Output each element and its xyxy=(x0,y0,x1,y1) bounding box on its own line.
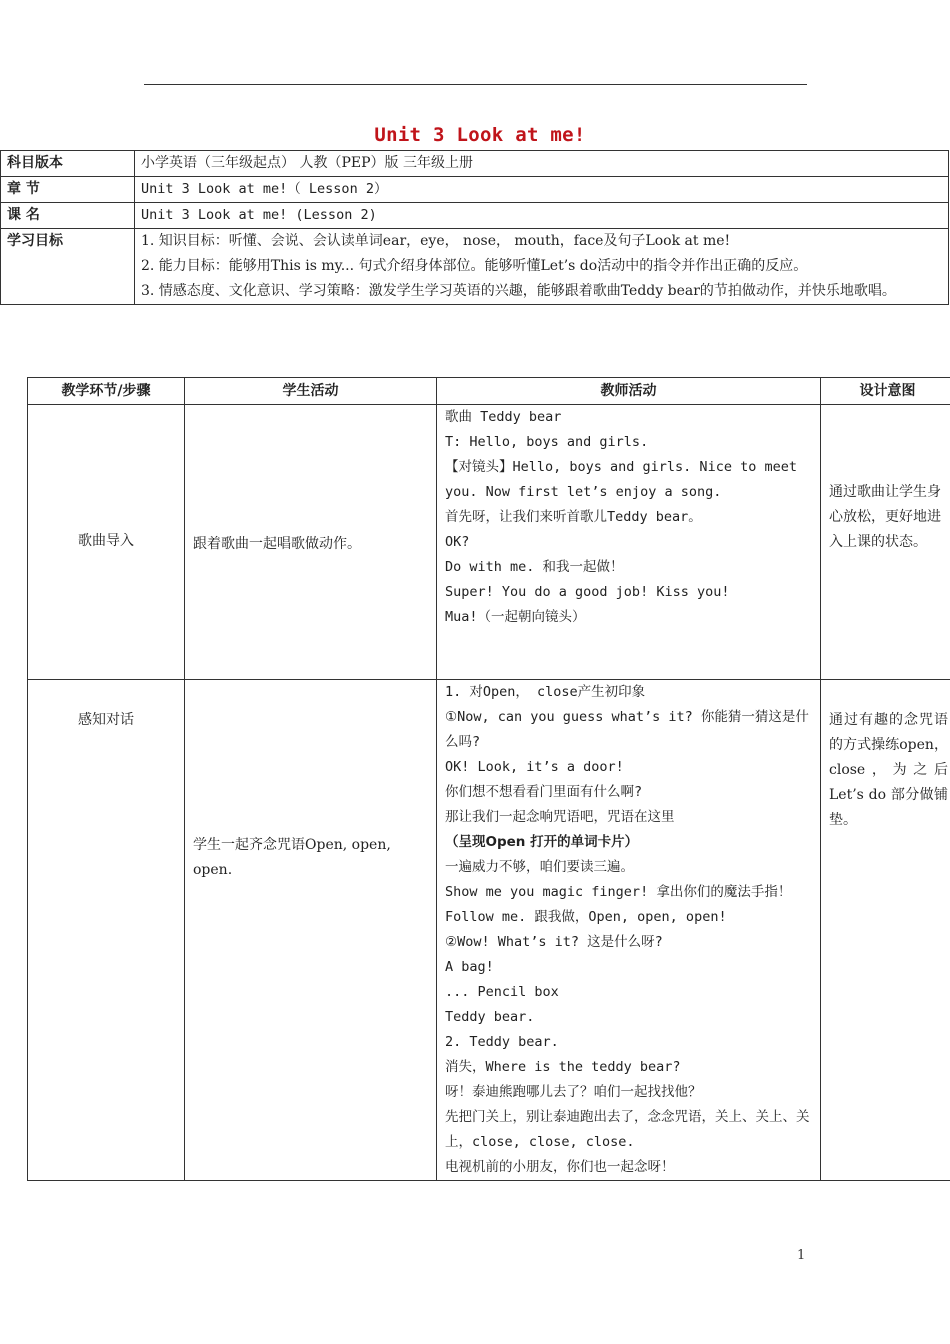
info-row-lesson xyxy=(1,203,949,229)
teaching-steps-table xyxy=(27,377,950,1181)
design-intent-cell xyxy=(821,405,950,680)
info-value: Unit 3 Look at me!（ Lesson 2） xyxy=(135,177,949,203)
teacher-line: 歌曲 Teddy bear xyxy=(445,409,562,425)
header-teacher: 教师活动 xyxy=(437,378,821,405)
teacher-line: A bag! xyxy=(445,959,494,975)
teacher-line: OK? xyxy=(445,534,470,550)
teacher-line: 呀！泰迪熊跑哪儿去了？咱们一起找找他？ xyxy=(445,1084,702,1100)
objectives-cell xyxy=(135,229,949,305)
teacher-line: ... Pencil box xyxy=(445,984,559,1000)
teacher-line: Super! You do a good job! Kiss you! xyxy=(445,584,730,600)
info-value: 小学英语（三年级起点） 人教（PEP）版 三年级上册 xyxy=(135,151,949,177)
page-number: 1 xyxy=(797,1248,806,1263)
teacher-line: ①Now, can you guess what’s it? 你能猜一猜这是什么吗? xyxy=(445,709,809,750)
objective-item: 3. 情感态度、文化意识、学习策略：激发学生学习英语的兴趣，能够跟着歌曲Teddy bear的节拍做动作，并快乐地歌唱。 xyxy=(141,283,896,299)
teacher-line: 1. 对Open， close产生初印象 xyxy=(445,684,646,700)
teacher-line: Teddy bear. xyxy=(445,1009,535,1025)
teacher-line: T: Hello, boys and girls. xyxy=(445,434,649,450)
info-row-chapter xyxy=(1,177,949,203)
document-title: Unit 3 Look at me! xyxy=(374,124,586,146)
teacher-line: 一遍威力不够，咱们要读三遍。 xyxy=(445,859,634,875)
teacher-line: 消失，Where is the teddy bear? xyxy=(445,1059,681,1075)
teacher-line: （呈现Open 打开的单词卡片） xyxy=(445,834,639,850)
header-student: 学生活动 xyxy=(185,378,437,405)
info-row-objectives xyxy=(1,229,949,305)
header-step: 教学环节/步骤 xyxy=(28,378,185,405)
teacher-line: 2. Teddy bear. xyxy=(445,1034,559,1050)
table-header-row xyxy=(28,378,950,405)
info-key: 学习目标 xyxy=(1,229,135,305)
step-name: 歌曲导入 xyxy=(78,533,134,549)
teacher-line: 那让我们一起念响咒语吧，咒语在这里 xyxy=(445,809,675,825)
teacher-line: Show me you magic finger! 拿出你们的魔法手指！ xyxy=(445,884,792,900)
teacher-line: ②Wow! What’s it? 这是什么呀? xyxy=(445,934,663,950)
design-intent: 通过有趣的念咒语的方式操练open，close，为之后 Let’s do 部分做铺垫。 xyxy=(829,712,948,828)
step-name-cell xyxy=(28,405,185,680)
teacher-line: 【对镜头】Hello, boys and girls. Nice to meet you. Now first let’s enjoy a song. xyxy=(445,459,797,500)
teacher-line: 首先呀，让我们来听首歌儿Teddy bear。 xyxy=(445,509,702,525)
table-row xyxy=(28,405,950,680)
teacher-line: Do with me. 和我一起做！ xyxy=(445,559,624,575)
teacher-activity-cell xyxy=(437,405,821,680)
teacher-activity-cell xyxy=(437,680,821,1181)
teacher-line: 你们想不想看看门里面有什么啊? xyxy=(445,784,643,800)
student-activity-cell xyxy=(185,405,437,680)
design-intent-cell xyxy=(821,680,950,1181)
course-info-table xyxy=(0,150,949,305)
objective-item: 1. 知识目标：听懂、会说、会认读单词ear，eye， nose， mouth，face及句子Look at me! xyxy=(141,233,731,249)
info-row-subject xyxy=(1,151,949,177)
teacher-line: 先把门关上，别让泰迪跑出去了，念念咒语，关上、关上、关上，close, close, close. xyxy=(445,1109,810,1150)
design-intent: 通过歌曲让学生身心放松，更好地进入上课的状态。 xyxy=(829,484,941,550)
step-name: 感知对话 xyxy=(78,712,134,728)
teacher-line: 电视机前的小朋友，你们也一起念呀！ xyxy=(445,1159,675,1175)
objective-item: 2. 能力目标：能够用This is my... 句式介绍身体部位。能够听懂Let’s do活动中的指令并作出正确的反应。 xyxy=(141,258,808,274)
info-value: Unit 3 Look at me! (Lesson 2) xyxy=(135,203,949,229)
info-key: 章 节 xyxy=(1,177,135,203)
student-activity: 学生一起齐念咒语Open, open, open. xyxy=(193,837,391,878)
student-activity-cell xyxy=(185,680,437,1181)
teacher-line: Mua!（一起朝向镜头） xyxy=(445,609,586,625)
info-key: 课 名 xyxy=(1,203,135,229)
student-activity: 跟着歌曲一起唱歌做动作。 xyxy=(193,536,361,552)
header-design: 设计意图 xyxy=(821,378,950,405)
step-name-cell xyxy=(28,680,185,1181)
info-key: 科目版本 xyxy=(1,151,135,177)
teacher-line: Follow me. 跟我做，Open, open, open! xyxy=(445,909,727,925)
table-row xyxy=(28,680,950,1181)
header-rule xyxy=(144,84,807,85)
teacher-line: OK! Look, it’s a door! xyxy=(445,759,624,775)
